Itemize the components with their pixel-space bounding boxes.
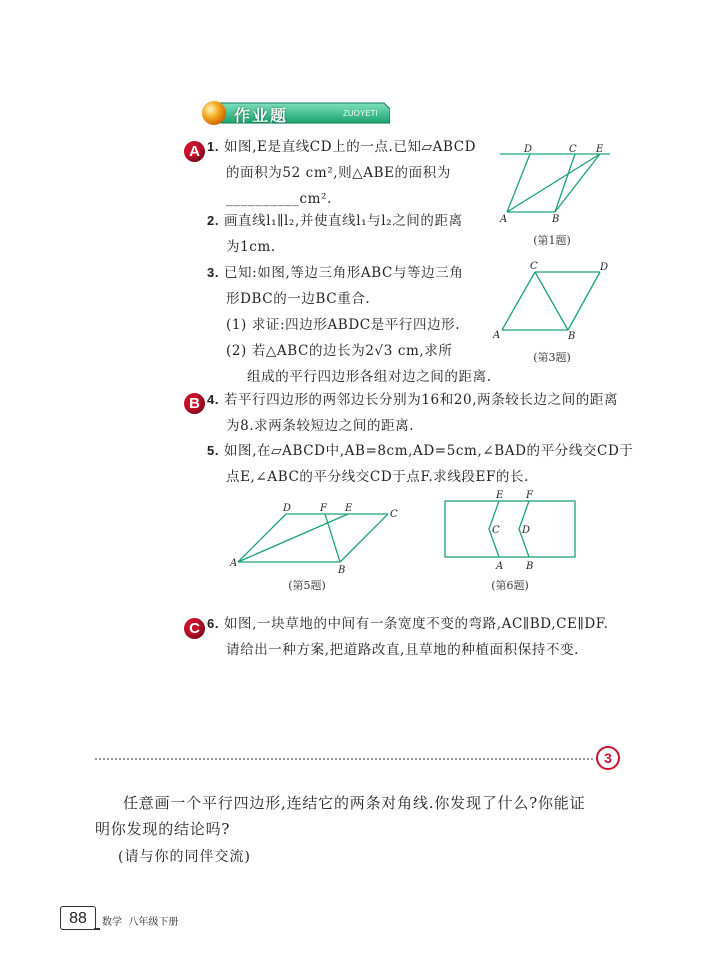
page-number-box bbox=[60, 906, 96, 930]
point-label: C bbox=[390, 509, 398, 520]
problem-number: 2. bbox=[207, 213, 220, 228]
point-label: D bbox=[600, 262, 609, 273]
problem-text-line: (2) 若△ABC的边长为2√3 cm,求所 bbox=[226, 343, 453, 359]
point-label: B bbox=[552, 214, 560, 225]
figure-5-caption: (第5题) bbox=[288, 579, 326, 592]
problem-text-line: 如图,一块草地的中间有一条宽度不变的弯路,AC∥BD,CE∥DF. bbox=[223, 616, 609, 632]
problem-3 bbox=[207, 260, 492, 390]
problem-2 bbox=[207, 208, 463, 260]
problem-number: 5. bbox=[207, 443, 220, 458]
problem-text-line: 若平行四边形的两邻边长分别为16和20,两条较长边之间的距离 bbox=[223, 392, 619, 408]
level-c-badge: C bbox=[184, 618, 205, 639]
point-label: F bbox=[320, 503, 327, 514]
discussion-note: (请与你的同伴交流) bbox=[118, 849, 251, 865]
point-label: F bbox=[526, 490, 533, 501]
problem-text-line: 画直线l₁∥l₂,并使直线l₁与l₂之间的距离 bbox=[223, 213, 463, 229]
point-label: E bbox=[345, 503, 353, 514]
problem-text-line: __________cm². bbox=[226, 191, 332, 207]
footer-bar bbox=[94, 928, 100, 930]
banner-title: 作业题 bbox=[234, 106, 289, 125]
point-label: A bbox=[500, 214, 508, 225]
discussion-line: 明你发现的结论吗? bbox=[95, 820, 231, 838]
problem-5 bbox=[207, 438, 634, 490]
point-label: C bbox=[492, 525, 500, 536]
problem-text-line: 的面积为52 cm²,则△ABE的面积为 bbox=[226, 165, 451, 181]
problem-text-line: (1) 求证:四边形ABDC是平行四边形. bbox=[226, 317, 461, 333]
point-label: E bbox=[596, 144, 604, 155]
figure-5 bbox=[228, 500, 408, 575]
problem-text-line: 为1cm. bbox=[226, 239, 276, 255]
problem-1 bbox=[207, 134, 476, 212]
figure-6 bbox=[440, 488, 580, 573]
problem-number: 3. bbox=[207, 265, 220, 280]
point-label: A bbox=[230, 558, 238, 569]
point-label: D bbox=[522, 525, 531, 536]
point-label: B bbox=[526, 561, 534, 572]
problem-number: 4. bbox=[207, 392, 220, 407]
figure-1-caption: (第1题) bbox=[533, 234, 571, 247]
point-label: B bbox=[338, 565, 346, 575]
section-banner bbox=[200, 100, 390, 126]
point-label: B bbox=[568, 331, 576, 342]
orb-icon bbox=[202, 101, 226, 125]
problem-text-line: 如图,E是直线CD上的一点.已知▱ABCD bbox=[223, 139, 477, 155]
problem-6 bbox=[207, 611, 609, 663]
problem-text-line: 请给出一种方案,把道路改直,且草地的种植面积保持不变. bbox=[226, 642, 580, 658]
point-label: D bbox=[524, 144, 533, 155]
problem-text-line: 组成的平行四边形各组对边之间的距离. bbox=[247, 369, 492, 385]
figure-3-caption: (第3题) bbox=[533, 351, 571, 364]
point-label: D bbox=[283, 503, 292, 514]
problem-text-line: 如图,在▱ABCD中,AB=8cm,AD=5cm,∠BAD的平分线交CD于 bbox=[223, 443, 634, 459]
problem-text-line: 已知:如图,等边三角形ABC与等边三角 bbox=[223, 265, 464, 281]
point-label: E bbox=[496, 490, 504, 501]
point-label: A bbox=[496, 561, 504, 572]
section-number: 3 bbox=[604, 750, 612, 766]
problem-text-line: 形DBC的一边BC重合. bbox=[226, 291, 371, 307]
banner-subtitle: ZUOYETI bbox=[343, 109, 378, 118]
problem-text-line: 点E,∠ABC的平分线交CD于点F.求线段EF的长. bbox=[226, 469, 530, 485]
point-label: C bbox=[530, 261, 538, 272]
problem-number: 6. bbox=[207, 616, 220, 631]
figure-3 bbox=[490, 260, 615, 350]
problem-text-line: 为8.求两条较短边之间的距离. bbox=[226, 418, 415, 434]
level-b-badge: B bbox=[184, 393, 205, 414]
figure-6-caption: (第6题) bbox=[491, 579, 529, 592]
problem-number: 1. bbox=[207, 139, 220, 154]
book-title: 数学 八年级下册 bbox=[102, 917, 179, 928]
problem-4 bbox=[207, 387, 618, 439]
section-number-badge bbox=[596, 746, 620, 770]
discussion-line: 任意画一个平行四边形,连结它的两条对角线.你发现了什么?你能证 bbox=[123, 794, 586, 812]
discussion-text bbox=[95, 790, 585, 842]
level-a-badge: A bbox=[184, 141, 205, 162]
section-divider bbox=[95, 758, 593, 760]
point-label: C bbox=[569, 144, 577, 155]
point-label: A bbox=[493, 330, 501, 341]
page-number: 88 bbox=[69, 910, 87, 927]
